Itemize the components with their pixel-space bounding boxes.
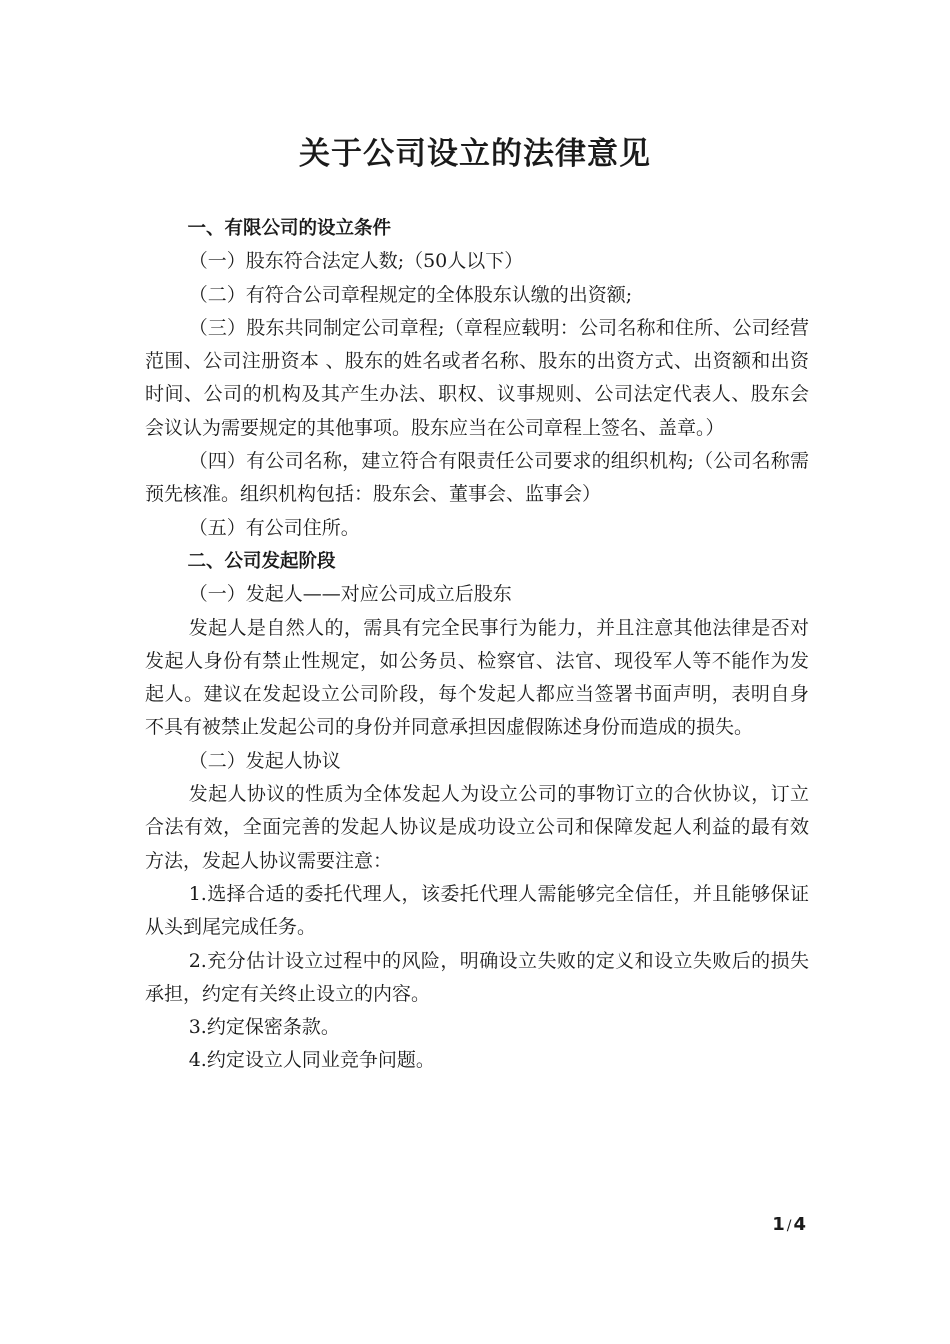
paragraph: （一）股东符合法定人数;（50人以下） <box>188 250 524 273</box>
section-heading: 二、公司发起阶段 <box>187 550 336 572</box>
paragraph: 3.约定保密条款。 <box>188 1016 340 1039</box>
page-separator: / <box>786 1218 792 1234</box>
paragraph: 4.约定设立人同业竞争问题。 <box>188 1049 435 1072</box>
paragraph: （三）股东共同制定公司章程;（章程应载明：公司名称和住所、公司经营范围、公司注册资本 、股东的姓名或者名称、股东的出资方式、出资额和出资时间、公司的机构及其产生办法、职权、议事规则、公司法定代表人、股东会会议认为需要规定的其他事项。股东应当在公司章程上签名、盖章。） <box>145 316 809 439</box>
paragraph: 1.选择合适的委托代理人，该委托代理人需能够完全信任，并且能够保证从头到尾完成任务。 <box>145 882 809 939</box>
document-body <box>145 212 809 1078</box>
section-heading: 一、有限公司的设立条件 <box>187 218 392 239</box>
paragraph: （一）发起人——对应公司成立后股东 <box>188 583 512 606</box>
paragraph: （五）有公司住所。 <box>188 516 360 539</box>
paragraph: （二）发起人协议 <box>188 749 341 772</box>
paragraph: 发起人是自然人的，需具有完全民事行为能力，并且注意其他法律是否对发起人身份有禁止性规定，如公务员、检察官、法官、现役军人等不能作为发起人。建议在发起设立公司阶段，每个发起人都应当签署书面声明，表明自身不具有被禁止发起公司的身份并同意承担因虚假陈述身份而造成的损失。 <box>145 616 809 739</box>
document-title: 关于公司设立的法律意见 <box>299 136 651 172</box>
page-current: 1 <box>772 1214 785 1235</box>
paragraph: 发起人协议的性质为全体发起人为设立公司的事物订立的合伙协议，订立合法有效，全面完善的发起人协议是成功设立公司和保障发起人利益的最有效方法，发起人协议需要注意： <box>145 783 809 872</box>
paragraph: （四）有公司名称，建立符合有限责任公司要求的组织机构;（公司名称需预先核准。组织机构包括：股东会、董事会、监事会） <box>145 450 809 506</box>
paragraph: 2.充分估计设立过程中的风险，明确设立失败的定义和设立失败后的损失承担，约定有关终止设立的内容。 <box>145 949 809 1005</box>
page-total: 4 <box>793 1214 806 1235</box>
page-number <box>700 1214 806 1235</box>
paragraph: （二）有符合公司章程规定的全体股东认缴的出资额; <box>188 283 633 306</box>
